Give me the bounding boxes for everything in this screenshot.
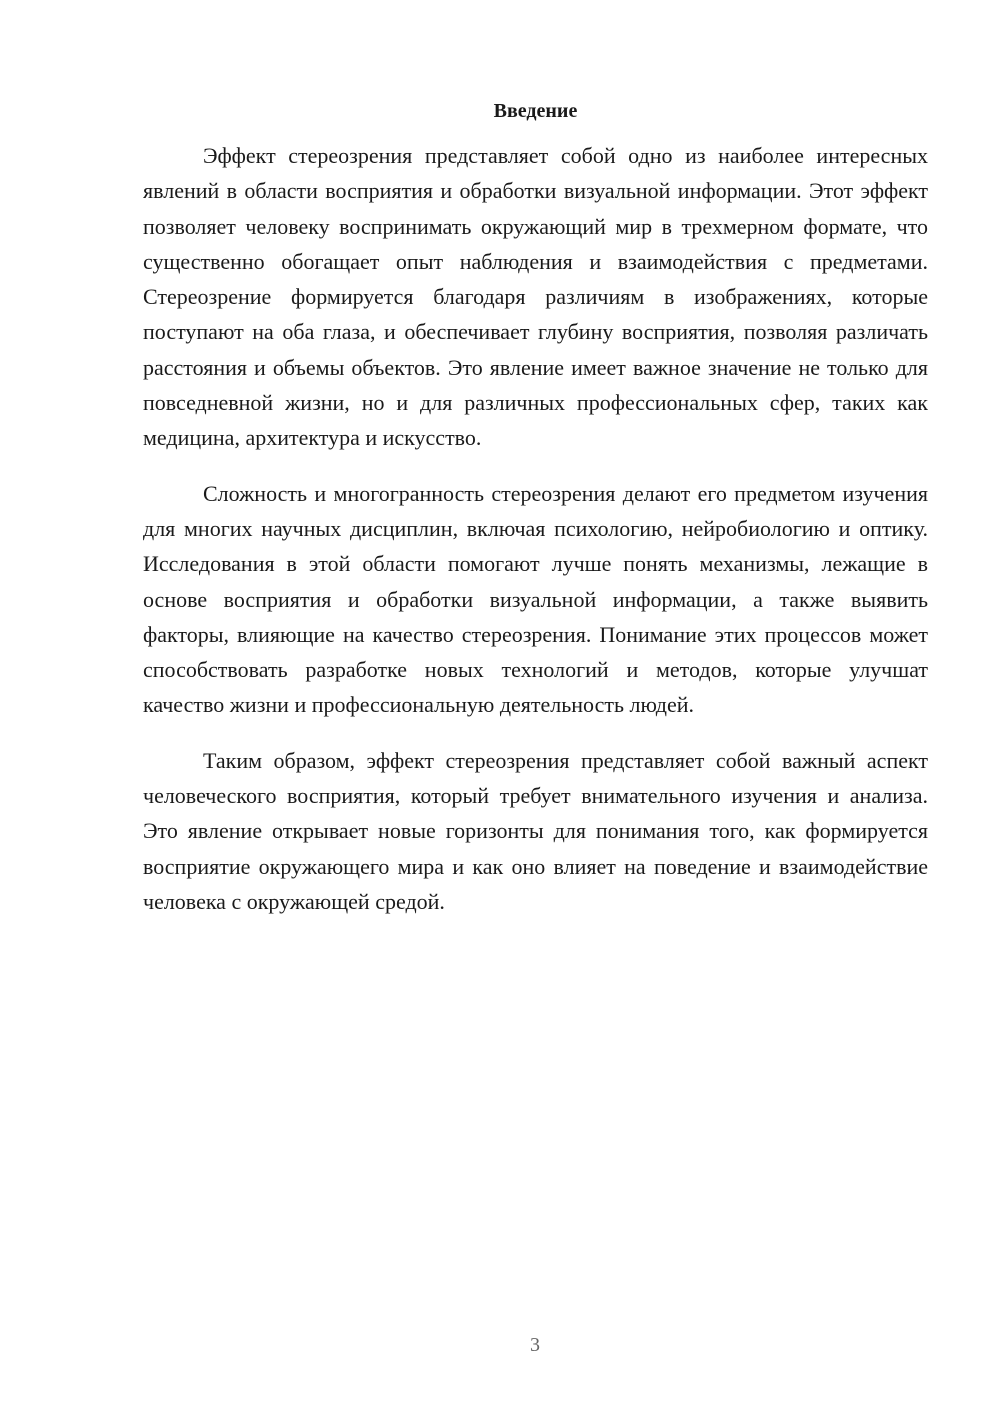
- paragraph-2: Сложность и многогранность стереозрения делают его предметом изучения для многих научных дисциплин, включая психологию, нейробиологию и оптику. Исследования в этой области помогают лучше понять механизмы, лежащие в основе восприятия и обработки визуальной информации, а также выявить факторы, влияющие на качество стереозрения. Понимание этих процессов может способствовать разработке новых технологий и методов, которые улучшат качество жизни и профессиональную деятельность людей.: [143, 480, 928, 718]
- document-body: [143, 96, 928, 919]
- page-number: 3: [530, 1334, 540, 1356]
- paragraph-1: Эффект стереозрения представляет собой одно из наиболее интересных явлений в области восприятия и обработки визуальной информации. Этот эффект позволяет человеку воспринимать окружающий мир в трехмерном формате, что существенно обогащает опыт наблюдения и взаимодействия с предметами. Стереозрение формируется благодаря различиям в изображениях, которые поступают на оба глаза, и обеспечивает глубину восприятия, позволяя различать расстояния и объемы объектов. Это явление имеет важное значение не только для повседневной жизни, но и для различных профессиональных сфер, таких как медицина, архитектура и искусство.: [143, 143, 928, 451]
- section-title: Введение: [493, 100, 578, 122]
- paragraph-3: Таким образом, эффект стереозрения представляет собой важный аспект человеческого восприятия, который требует внимательного изучения и анализа. Это явление открывает новые горизонты для понимания того, как формируется восприятие окружающего мира и как оно влияет на поведение и взаимодействие человека с окружающей средой.: [143, 747, 928, 914]
